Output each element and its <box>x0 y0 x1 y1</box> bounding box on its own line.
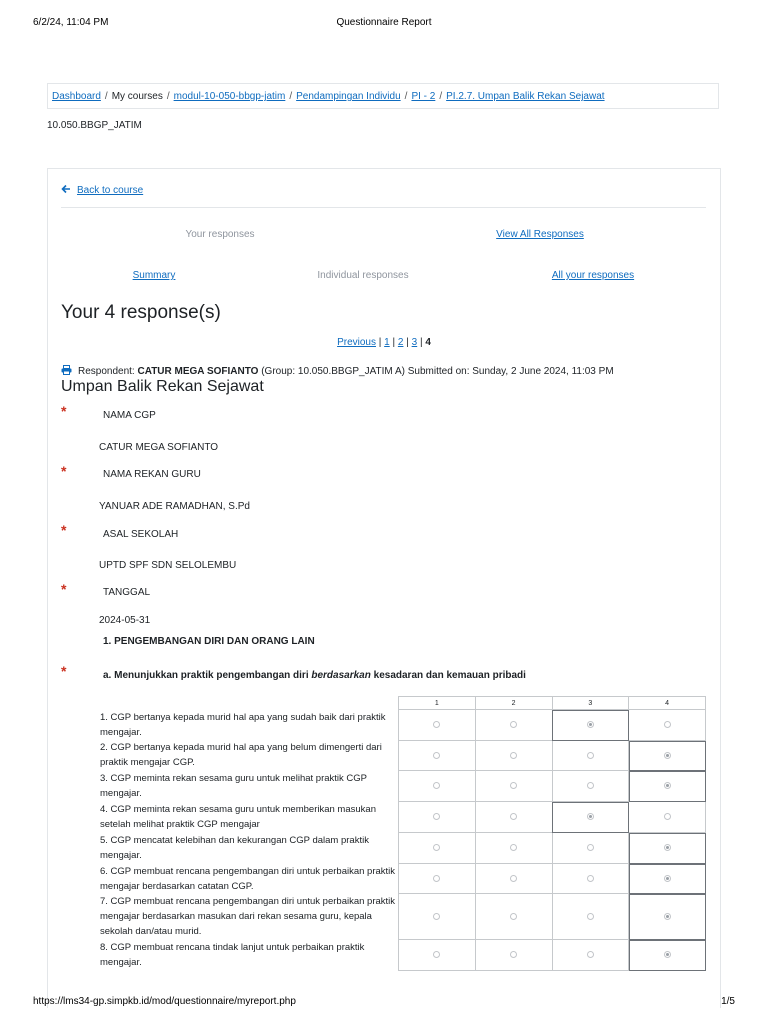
rating-row <box>399 833 706 864</box>
required-icon: * <box>61 522 67 538</box>
radio-button-selected[interactable] <box>664 951 671 958</box>
radio-button[interactable] <box>433 721 440 728</box>
statement-text: 2. CGP bertanya kepada murid hal apa yang belum dimengerti dari praktik mengajar CGP. <box>100 742 382 768</box>
pager-separator: | <box>406 337 409 348</box>
question-answer: YANUAR ADE RAMADHAN, S.Pd <box>99 501 250 512</box>
radio-button[interactable] <box>664 721 671 728</box>
rating-cell <box>629 864 706 894</box>
rating-cell <box>475 710 552 741</box>
radio-button-selected[interactable] <box>664 844 671 851</box>
breadcrumb-separator: / <box>289 91 293 102</box>
radio-button-selected[interactable] <box>664 875 671 882</box>
rating-cell <box>399 940 476 971</box>
rating-row <box>399 894 706 940</box>
rating-cell <box>475 894 552 940</box>
rating-cell <box>475 864 552 894</box>
respondent-group: (Group: 10.050.BBGP_JATIM A) <box>261 366 405 377</box>
tab-individual-responses: Individual responses <box>317 270 409 281</box>
breadcrumb-separator: / <box>439 91 443 102</box>
rating-row <box>399 802 706 833</box>
radio-button[interactable] <box>587 913 594 920</box>
tab-all-your-responses[interactable] <box>530 270 656 281</box>
scale-label: 2 <box>475 697 552 710</box>
arrow-left-icon <box>61 184 71 194</box>
radio-button[interactable] <box>587 752 594 759</box>
rating-cell <box>552 741 629 771</box>
rating-row <box>399 710 706 741</box>
rating-cell <box>475 771 552 802</box>
rating-question-title <box>103 670 526 681</box>
rating-cell <box>552 864 629 894</box>
question-label: TANGGAL <box>103 587 151 598</box>
respondent-label: Respondent: <box>78 366 135 377</box>
radio-button[interactable] <box>587 782 594 789</box>
back-to-course[interactable] <box>61 183 143 196</box>
radio-button[interactable] <box>433 782 440 789</box>
rating-cell <box>629 771 706 802</box>
breadcrumb-separator: / <box>104 91 108 102</box>
rating-cell <box>475 833 552 864</box>
radio-button[interactable] <box>510 782 517 789</box>
scale-label: 4 <box>629 697 706 710</box>
breadcrumb-my-courses: My courses <box>111 91 163 102</box>
rating-cell <box>399 894 476 940</box>
survey-title: Umpan Balik Rekan Sejawat <box>61 378 264 395</box>
divider <box>61 207 706 208</box>
rating-cell <box>629 833 706 864</box>
rating-cell <box>629 894 706 940</box>
required-icon: * <box>61 463 67 479</box>
statement-text: 7. CGP membuat rencana pengembangan diri untuk perbaikan praktik mengajar berdasarkan masukan dari rekan sesama guru, kepala sekolah dan/atau murid. <box>100 896 396 937</box>
tab-view-all-responses[interactable] <box>470 229 610 240</box>
question-label: NAMA CGP <box>103 410 156 421</box>
print-page-number: 1/5 <box>721 996 735 1007</box>
statement-text: 3. CGP meminta rekan sesama guru untuk melihat praktik CGP mengajar. <box>100 773 367 799</box>
question-answer: CATUR MEGA SOFIANTO <box>99 442 219 453</box>
respondent-submitted: Submitted on: Sunday, 2 June 2024, 11:03 PM <box>407 366 614 377</box>
print-title: Questionnaire Report <box>336 17 432 28</box>
pager-page-3[interactable]: 3 <box>411 337 418 348</box>
pager-page-2[interactable]: 2 <box>397 337 404 348</box>
radio-button[interactable] <box>433 752 440 759</box>
rating-question-title-italic: berdasarkan <box>311 670 371 681</box>
radio-button-selected[interactable] <box>664 782 671 789</box>
radio-button[interactable] <box>510 913 517 920</box>
scale-label: 1 <box>399 697 476 710</box>
rating-cell <box>552 940 629 971</box>
radio-button[interactable] <box>433 813 440 820</box>
question-label: ASAL SEKOLAH <box>103 529 179 540</box>
rating-cell <box>475 940 552 971</box>
summary-link[interactable]: Summary <box>132 270 176 281</box>
radio-button[interactable] <box>433 875 440 882</box>
statement-text: 5. CGP mencatat kelebihan dan kekurangan CGP dalam praktik mengajar. <box>100 835 369 861</box>
rating-cell <box>399 741 476 771</box>
print-url: https://lms34-gp.simpkb.id/mod/questionnaire/myreport.php <box>33 996 296 1007</box>
radio-button[interactable] <box>510 875 517 882</box>
breadcrumb-dashboard[interactable]: Dashboard <box>52 91 101 102</box>
radio-button[interactable] <box>587 844 594 851</box>
pager-separator: | <box>378 337 382 348</box>
required-icon: * <box>61 663 67 679</box>
rating-cell <box>552 802 629 833</box>
radio-button[interactable] <box>433 844 440 851</box>
radio-button[interactable] <box>587 875 594 882</box>
view-all-responses-link[interactable]: View All Responses <box>496 229 584 240</box>
radio-button[interactable] <box>510 813 517 820</box>
rating-question-title-end: kesadaran dan kemauan pribadi <box>370 670 526 681</box>
radio-button[interactable] <box>433 951 440 958</box>
rating-cell <box>629 940 706 971</box>
radio-button-selected[interactable] <box>664 752 671 759</box>
statement-text: 6. CGP membuat rencana pengembangan diri untuk perbaikan praktik mengajar berdasarkan catatan CGP. <box>100 866 396 892</box>
radio-button[interactable] <box>664 813 671 820</box>
rating-cell <box>552 894 629 940</box>
rating-row <box>399 741 706 771</box>
rating-cell <box>475 802 552 833</box>
rating-cell <box>399 771 476 802</box>
rating-cell <box>552 710 629 741</box>
breadcrumb-section[interactable]: Pendampingan Individu <box>296 91 401 102</box>
respondent-name: CATUR MEGA SOFIANTO <box>137 366 259 377</box>
radio-button[interactable] <box>510 752 517 759</box>
printer-icon[interactable] <box>61 365 72 375</box>
rating-cell <box>399 802 476 833</box>
statement-text: 4. CGP meminta rekan sesama guru untuk memberikan masukan setelah melihat praktik CGP mengajar <box>100 804 376 830</box>
rating-cell <box>399 833 476 864</box>
rating-cell <box>629 741 706 771</box>
rating-cell <box>552 771 629 802</box>
required-icon: * <box>61 403 67 419</box>
question-answer: 2024-05-31 <box>99 615 151 626</box>
breadcrumb <box>47 83 719 109</box>
pager-previous[interactable]: Previous <box>337 337 376 348</box>
statement-text: 1. CGP bertanya kepada murid hal apa yang sudah baik dari praktik mengajar. <box>100 712 386 738</box>
radio-button[interactable] <box>510 951 517 958</box>
rating-row <box>399 864 706 894</box>
response-pager <box>0 337 768 348</box>
radio-button-selected[interactable] <box>587 721 594 728</box>
all-your-responses-link[interactable]: All your responses <box>551 270 635 281</box>
print-header <box>33 17 735 31</box>
rating-cell <box>399 864 476 894</box>
back-to-course-link[interactable]: Back to course <box>77 185 144 196</box>
scale-label: 3 <box>552 697 629 710</box>
radio-button[interactable] <box>510 844 517 851</box>
pager-page-1[interactable]: 1 <box>384 337 390 348</box>
breadcrumb-subsection[interactable]: PI - 2 <box>411 91 436 102</box>
rating-grid <box>398 696 706 971</box>
print-footer <box>33 996 735 1010</box>
pager-current-page: 4 <box>425 337 431 348</box>
pager-separator: | <box>392 337 396 348</box>
rating-question-title-start: a. Menunjukkan praktik pengembangan diri <box>103 670 312 681</box>
rating-row <box>399 940 706 971</box>
breadcrumb-separator: / <box>404 91 408 102</box>
tab-your-responses: Your responses <box>185 229 255 240</box>
radio-button-selected[interactable] <box>664 913 671 920</box>
question-label: NAMA REKAN GURU <box>103 469 201 480</box>
rating-cell <box>475 741 552 771</box>
rating-cell <box>629 802 706 833</box>
radio-button[interactable] <box>587 951 594 958</box>
radio-button[interactable] <box>433 913 440 920</box>
tab-summary[interactable] <box>100 270 208 281</box>
print-datetime: 6/2/24, 11:04 PM <box>33 17 109 28</box>
breadcrumb-activity[interactable]: PI.2.7. Umpan Balik Rekan Sejawat <box>446 91 605 102</box>
rating-scale-header <box>399 697 706 710</box>
rating-cell <box>552 833 629 864</box>
breadcrumb-course[interactable]: modul-10-050-bbgp-jatim <box>173 91 286 102</box>
rating-cell <box>629 710 706 741</box>
responses-title: Your 4 response(s) <box>61 302 221 323</box>
question-answer: UPTD SPF SDN SELOLEMBU <box>99 560 237 571</box>
course-short-name: 10.050.BBGP_JATIM <box>47 120 142 131</box>
section-heading: 1. PENGEMBANGAN DIRI DAN ORANG LAIN <box>103 636 315 647</box>
radio-button-selected[interactable] <box>587 813 594 820</box>
radio-button[interactable] <box>510 721 517 728</box>
breadcrumb-separator: / <box>166 91 170 102</box>
rating-row <box>399 771 706 802</box>
required-icon: * <box>61 581 67 597</box>
statement-text: 8. CGP membuat rencana tindak lanjut untuk perbaikan praktik mengajar. <box>100 942 365 968</box>
respondent-line <box>61 364 614 377</box>
pager-separator: | <box>419 337 423 348</box>
rating-cell <box>399 710 476 741</box>
rating-rows <box>399 710 706 971</box>
